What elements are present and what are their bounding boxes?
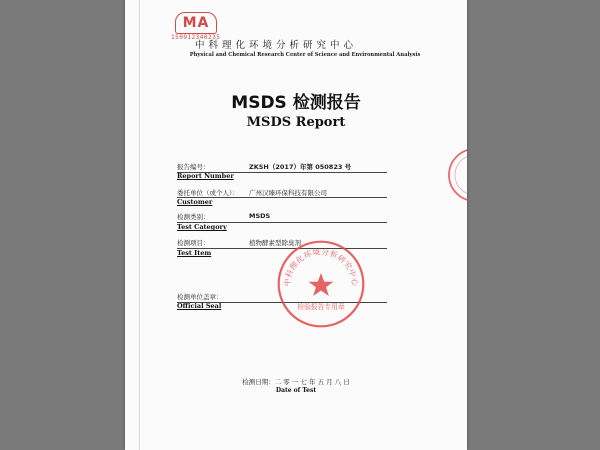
center-name-en: Physical and Chemical Research Center of Science and Environmental Analysis [189, 52, 421, 58]
cma-number: 150912340235 [171, 34, 221, 41]
date-of-test [125, 377, 467, 386]
test-item-label: 检测项目： [177, 239, 210, 247]
report-number-label: 报告编号： [177, 163, 210, 171]
test-category-en: Test Category [177, 223, 227, 231]
center-name-cn: 中科理化环境分析研究中心 [195, 40, 358, 51]
seal-arc-text: 中科理化环境分析研究中心 [282, 247, 360, 287]
date-label-en: Date of Test [275, 387, 317, 394]
date-label: 检测日期： [242, 378, 275, 386]
cma-logo: MA [175, 12, 217, 34]
seal-bottom-text: 检验报告专用章 [297, 302, 345, 311]
test-item-en: Test Item [177, 249, 212, 257]
date-value: 二 零 一 七 年 五 月 八 日 [274, 378, 350, 386]
report-page [125, 0, 467, 450]
test-category-value: MSDS [249, 212, 271, 220]
edge-seal-fragment [443, 145, 467, 205]
official-seal-label: 检测单位盖章： [177, 293, 223, 301]
customer-value: 广州汉臻环保科技有限公司 [249, 189, 327, 197]
official-seal-en: Official Seal [177, 302, 222, 310]
report-title: MSDS 检测报告 [231, 93, 361, 113]
report-number-value: ZKSH（2017）年第 050823 号 [249, 163, 352, 171]
test-category-label: 检测类别： [177, 213, 210, 221]
report-number-en: Report Number [177, 172, 234, 180]
customer-en: Customer [177, 198, 213, 206]
test-item-value: 植物酵素型除臭剂 [249, 239, 301, 247]
customer-label: 委托单位（或个人）： [177, 189, 239, 197]
report-subtitle: MSDS Report [246, 115, 346, 130]
official-seal-stamp [275, 238, 367, 330]
seal-star-icon [309, 273, 334, 296]
